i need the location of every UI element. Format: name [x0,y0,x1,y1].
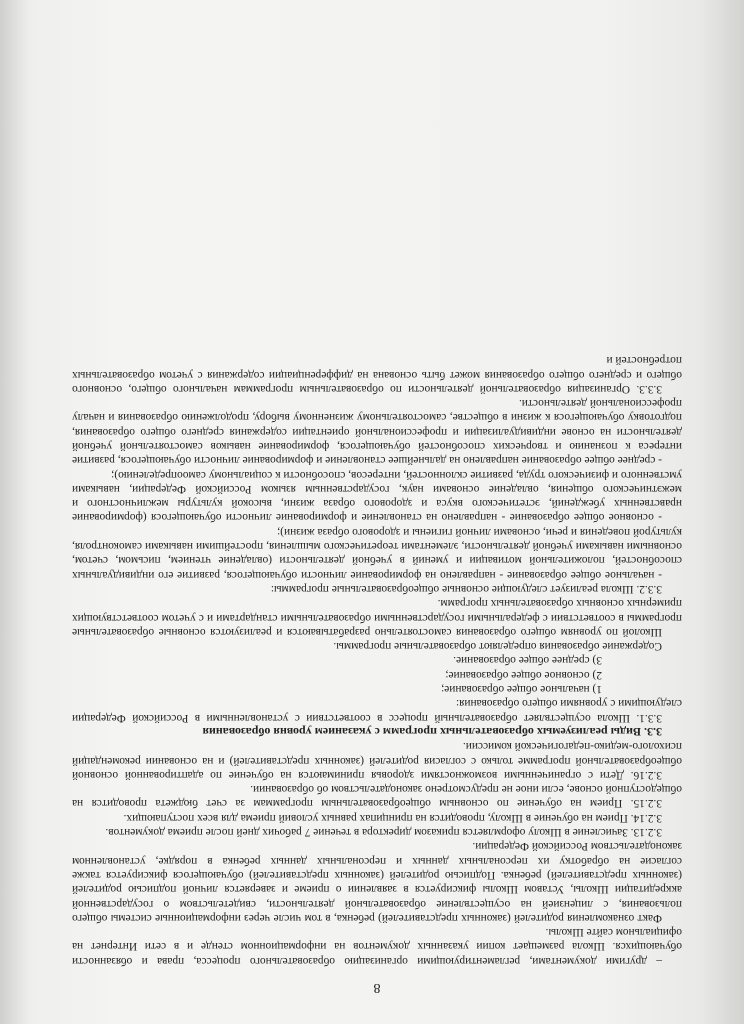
paragraph: - начальное общее образование - направлено на формирование личности обучающегося, развитие его индивидуальных способностей, положительной мотивации и умений в учебной деятельности (овладение чтением, письмом, счетом, основными навыками учебной деятельности, элементами теоретического мышления, простейшими навыками самоконтроля, культурой поведения и речи, основами личной гигиены и здорового образа жизни); [72,525,682,581]
paragraph: 3.2.15. Прием на обучение по основным общеобразовательным программам за счет бюджета проводится на общедоступной основе, если иное не предусмотрено законодательством об образовании. [72,783,682,810]
paragraph: Факт ознакомления родителей (законных представителей) ребенка, в том числе через информационные системы общего пользования, с лицензией на осуществление образовательной деятельности, свидетельством о государственной аккредитации Школы, Уставом Школы фиксируется в заявлении о приеме и заверяется личной подписью родителей (законных представителей) ребенка. Подписью родителей (законных представителей) обучающегося фиксируется также согласие на обработку их персональных данных и персональных данных ребенка в порядке, установленном законодательством Российской Федерации. [72,840,682,924]
paragraph: 3.2.16. Дети с ограниченными возможностями здоровья принимаются на обучение по адаптированной основной общеобразовательной программе только с согласия родителей (законных представителей) и на основании рекомендаций психолого-медико-педагогической комиссии. [72,740,682,781]
list-item: 1) начальное общее образование; [441,683,602,696]
body-text [72,353,682,968]
page-content [72,353,682,994]
paragraph: Содержание образования определяют образовательные программы. [333,640,662,653]
list-item: 2) основное общее образование; [445,668,602,681]
page-number: 8 [373,980,381,995]
paragraph: 3.2.14. Прием на обучение в Школу, проводится на принципах равных условий приема для всех поступающих. [123,811,662,824]
section-heading: 3.3. Виды реализуемых образовательных программ с указанием уровня образования [202,724,662,739]
paragraph: 3.3.1. Школа осуществляет образовательный процесс в соответствии с установленными в Российской Федерации следующими с уровнями общего образования: [72,697,682,724]
paragraph: 3.2.13. Зачисление в Школу оформляется приказом директора в течение 7 рабочих дней после приема документов. [105,826,662,839]
paragraph: – другими документами, регламентирующими организацию образовательного процесса, права и обязанности обучающихся. Школа размещает копии указанных документов на информационном стенде и в сети Интернет на официальном сайте Школы. [72,926,682,967]
paragraph: 3.3.2. Школа реализует следующие основные общеобразовательные программы: [270,582,662,595]
list-item: 3) среднее общее образование. [453,654,602,667]
paragraph: - основное общее образование - направлено на становление и формирование личности обучающегося (формирование нравственных убеждений, эстетического вкуса и здорового образа жизни, высокой культуры межличностного и межэтнического общения, овладение основами наук, государственным языком Российской Федерации, навыками умственного и физического труда, развитие склонностей, интересов, способности к социальному самоопределению); [72,468,682,524]
paragraph: 3.3.3. Организация образовательной деятельности по образовательным программам начального общего, основного общего и среднего общего образования может быть основана на дифференциации содержания с учетом образовательных потребностей и [72,354,682,395]
paragraph: - среднее общее образование направлено на дальнейшее становление и формирование личности обучающегося, развитие интереса к познанию и творческих способностей обучающегося, формирование навыков самостоятельной учебной деятельности на основе индивидуализации и профессиональной ориентации содержания среднего общего образования, подготовку обучающегося к жизни в обществе, самостоятельному жизненному выбору, продолжению образования и началу профессиональной деятельности. [72,397,682,467]
paragraph: Школой по уровням общего образования самостоятельно разрабатываются и реализуются основные образовательные программы в соответствии с федеральными государственными образовательными стандартами и с учетом соответствующих примерных основных образовательных программ. [72,597,682,638]
